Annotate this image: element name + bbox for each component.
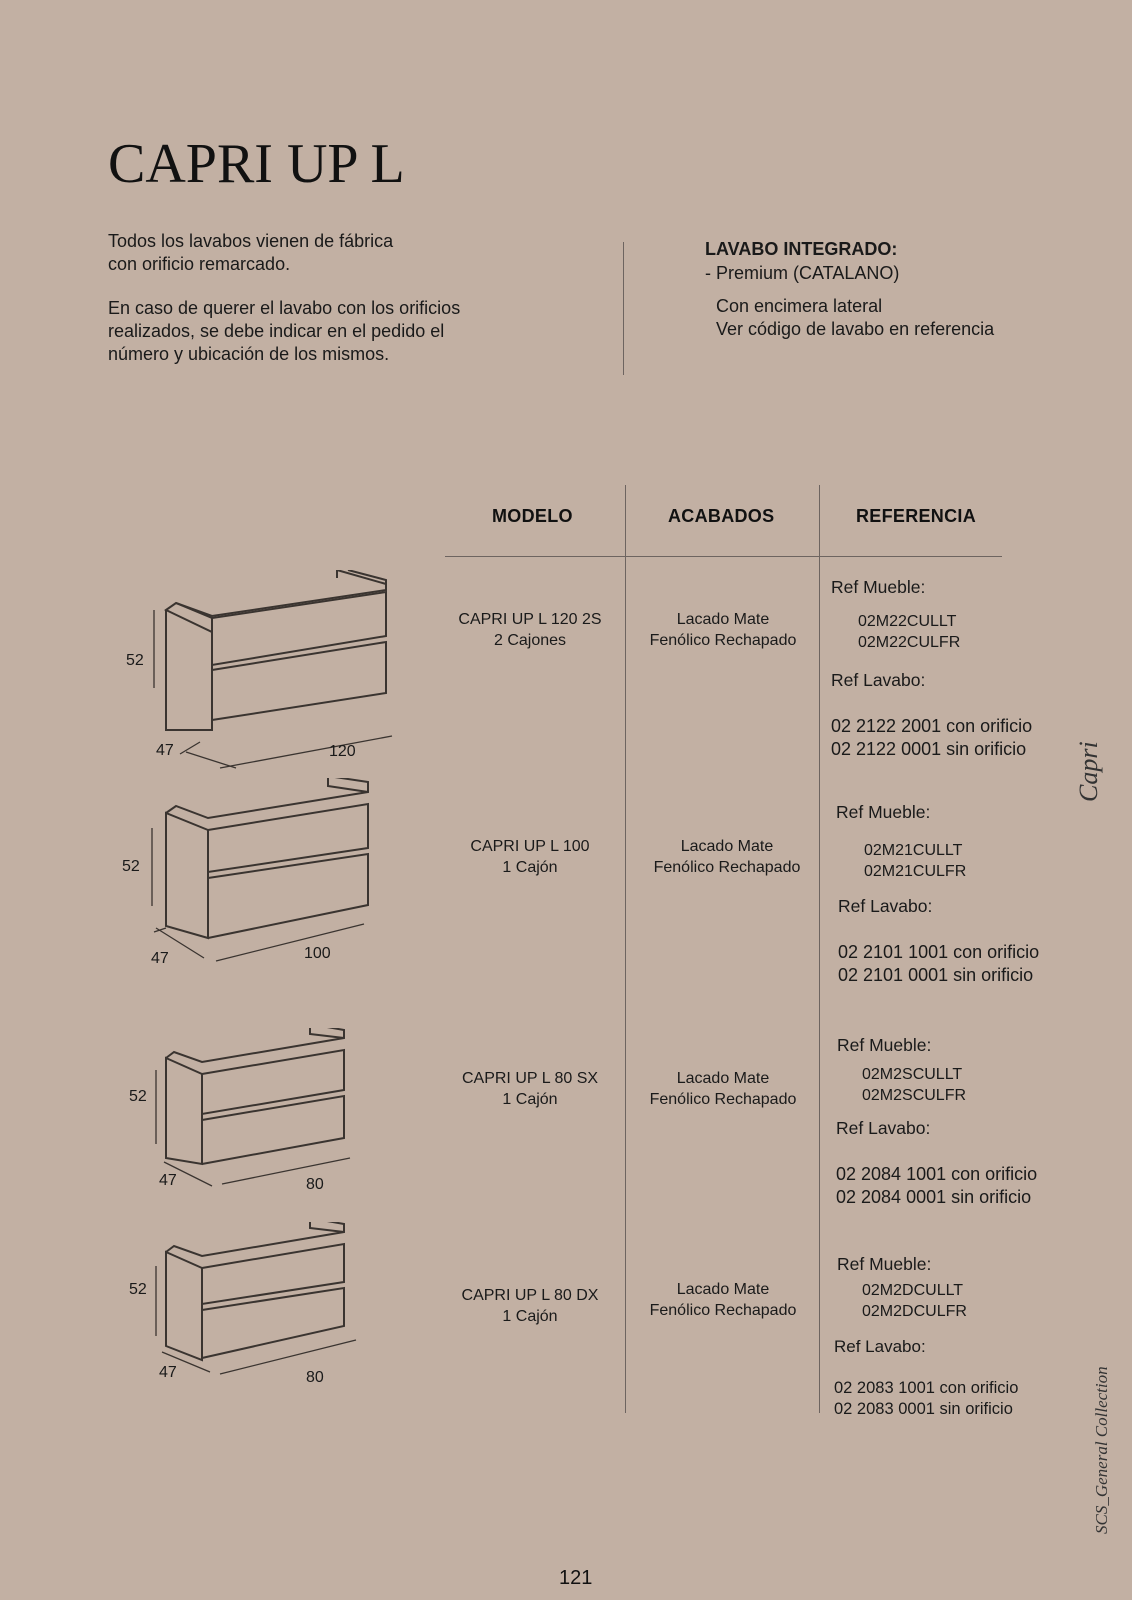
cabinet-drawing-100 (110, 778, 390, 978)
table-row-model (440, 1285, 620, 1327)
cabinet-drawing-80-dx (110, 1222, 370, 1402)
table-row-model (440, 836, 620, 878)
ref-code: 02M22CULFR (858, 634, 961, 651)
ref-mueble-label: Ref Mueble: (831, 577, 926, 597)
intro-line: Todos los lavabos vienen de fábrica (108, 231, 394, 251)
table-row-finish (634, 836, 820, 878)
dim-width: 80 (306, 1176, 324, 1193)
ref-lavabo-codes (838, 941, 1039, 987)
dim-depth: 47 (151, 950, 169, 967)
ref-mueble-label: Ref Mueble: (837, 1254, 932, 1274)
table-row-model (440, 1068, 620, 1110)
ref-code: 02 2084 1001 con orificio (836, 1164, 1038, 1184)
finish-line: Lacado Mate (676, 611, 770, 628)
ref-code: 02M21CULLT (864, 842, 963, 859)
ref-code: 02 2122 2001 con orificio (831, 716, 1033, 736)
ref-code: 02M2DCULFR (862, 1303, 967, 1320)
model-drawers: 2 Cajones (493, 632, 567, 649)
lavabo-item: - Premium (CATALANO) (705, 263, 900, 283)
ref-lavabo-label: Ref Lavabo: (838, 896, 933, 916)
page-title: CAPRI UP L (108, 133, 405, 195)
intro-line: número y ubicación de los mismos. (108, 344, 390, 364)
header-acabados: ACABADOS (668, 506, 775, 526)
finish-line: Fenólico Rechapado (653, 859, 801, 876)
model-name: CAPRI UP L 80 DX (461, 1287, 599, 1304)
table-row-finish (630, 609, 816, 651)
ref-lavabo-codes (834, 1378, 1018, 1420)
ref-mueble-codes (864, 840, 966, 882)
cabinet-drawing-80-sx (110, 1028, 370, 1208)
ref-mueble-label: Ref Mueble: (836, 802, 931, 822)
model-name: CAPRI UP L 100 (470, 838, 590, 855)
table-row-finish (630, 1068, 816, 1110)
ref-mueble-codes (862, 1064, 966, 1106)
intro-line: realizados, se debe indicar en el pedido el (108, 321, 445, 341)
header-modelo: MODELO (492, 506, 573, 526)
table-row-model (440, 609, 620, 651)
ref-code: 02M2SCULLT (862, 1066, 963, 1083)
dim-height: 52 (129, 1281, 147, 1298)
ref-code: 02M2SCULFR (862, 1087, 967, 1104)
model-drawers: 1 Cajón (502, 859, 558, 876)
intro-paragraph-2 (108, 297, 460, 366)
model-name: CAPRI UP L 80 SX (461, 1070, 599, 1087)
dim-depth: 47 (156, 742, 174, 759)
ref-lavabo-label: Ref Lavabo: (836, 1118, 931, 1138)
dim-depth: 47 (159, 1172, 177, 1189)
dim-width: 100 (304, 945, 331, 962)
intro-line: En caso de querer el lavabo con los orificios (108, 298, 461, 318)
dim-depth: 47 (159, 1364, 177, 1381)
ref-code: 02 2084 0001 sin orificio (836, 1187, 1032, 1207)
ref-code: 02 2101 0001 sin orificio (838, 965, 1034, 985)
dim-height: 52 (129, 1088, 147, 1105)
dim-width: 80 (306, 1369, 324, 1386)
table-column-divider (625, 485, 626, 1413)
finish-line: Fenólico Rechapado (649, 1302, 797, 1319)
ref-code: 02 2122 0001 sin orificio (831, 739, 1027, 759)
ref-lavabo-label: Ref Lavabo: (834, 1337, 926, 1356)
model-drawers: 1 Cajón (502, 1308, 558, 1325)
model-name: CAPRI UP L 120 2S (458, 611, 602, 628)
ref-mueble-codes (858, 611, 960, 653)
finish-line: Lacado Mate (676, 1281, 770, 1298)
ref-code: 02 2101 1001 con orificio (838, 942, 1040, 962)
ref-code: 02M21CULFR (864, 863, 967, 880)
ref-code: 02 2083 1001 con orificio (834, 1379, 1019, 1397)
side-brand-label: SCS_General Collection (1092, 1366, 1111, 1534)
model-drawers: 1 Cajón (502, 1091, 558, 1108)
ref-mueble-label: Ref Mueble: (837, 1035, 932, 1055)
lavabo-note: Ver código de lavabo en referencia (716, 319, 995, 339)
finish-line: Lacado Mate (680, 838, 774, 855)
intro-divider (623, 242, 624, 375)
ref-code: 02 2083 0001 sin orificio (834, 1400, 1013, 1418)
ref-lavabo-codes (836, 1163, 1037, 1209)
finish-line: Fenólico Rechapado (649, 1091, 797, 1108)
table-header-rule (445, 556, 1002, 557)
lavabo-note: Con encimera lateral (716, 296, 883, 316)
table-column-divider (819, 485, 820, 1413)
intro-line: con orificio remarcado. (108, 254, 291, 274)
dim-height: 52 (122, 858, 140, 875)
dim-height: 52 (126, 652, 144, 669)
intro-paragraph-1 (108, 230, 393, 276)
ref-mueble-codes (862, 1280, 967, 1322)
dim-width: 120 (329, 743, 356, 760)
ref-code: 02M2DCULLT (862, 1282, 964, 1299)
table-row-finish (630, 1279, 816, 1321)
ref-lavabo-label: Ref Lavabo: (831, 670, 926, 690)
finish-line: Fenólico Rechapado (649, 632, 797, 649)
page-number: 121 (559, 1567, 593, 1589)
side-section-label: Capri (1074, 741, 1103, 802)
lavabo-heading: LAVABO INTEGRADO: (705, 239, 898, 259)
cabinet-drawing-120 (110, 570, 410, 770)
ref-lavabo-codes (831, 715, 1032, 761)
header-referencia: REFERENCIA (856, 506, 977, 526)
finish-line: Lacado Mate (676, 1070, 770, 1087)
ref-code: 02M22CULLT (858, 613, 957, 630)
lavabo-notes (716, 295, 994, 341)
